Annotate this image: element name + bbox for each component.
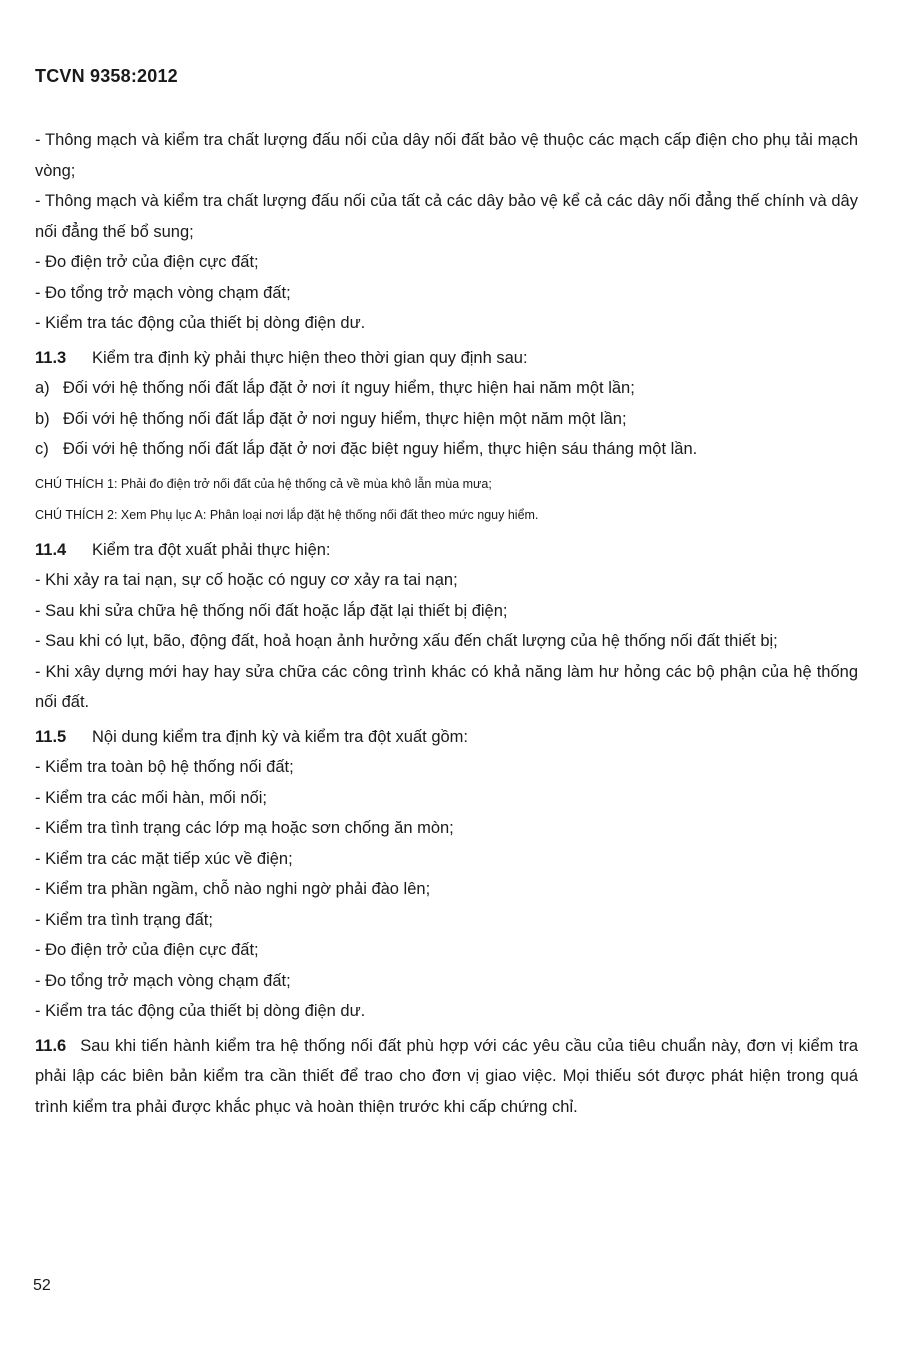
section-number: 11.4: [35, 540, 67, 559]
section-11-5-item: - Kiểm tra tác động của thiết bị dòng điện dư.: [35, 1002, 366, 1020]
section-11-5-item: - Kiểm tra tình trạng các lớp mạ hoặc sơn chống ăn mòn;: [35, 819, 454, 837]
section-number: 11.5: [35, 727, 67, 746]
intro-item: - Đo điện trở của điện cực đất;: [35, 253, 259, 271]
item-label: b): [35, 409, 50, 428]
section-11-5-heading: [35, 722, 858, 753]
section-title: Kiểm tra đột xuất phải thực hiện:: [92, 540, 331, 559]
section-11-3-item: [35, 434, 858, 465]
section-11-5-item: - Kiểm tra các mặt tiếp xúc về điện;: [35, 849, 293, 868]
document-body: [35, 125, 858, 1122]
section-11-4-item: - Khi xảy ra tai nạn, sự cố hoặc có nguy cơ xảy ra tai nạn;: [35, 571, 458, 589]
section-11-4-heading: [35, 535, 858, 566]
intro-item: - Kiểm tra tác động của thiết bị dòng điện dư.: [35, 314, 366, 332]
intro-item: - Thông mạch và kiểm tra chất lượng đấu nối của tất cả các dây bảo vệ kể cả các dây nối đẳng thế chính và dây nối đẳng thế bổ sung;: [35, 192, 858, 241]
section-11-3-item: [35, 404, 858, 435]
section-number: 11.3: [35, 348, 67, 367]
section-11-5-item: - Đo điện trở của điện cực đất;: [35, 941, 259, 959]
section-title: Nội dung kiểm tra định kỳ và kiểm tra đột xuất gồm:: [92, 727, 469, 746]
section-11-4-item: - Khi xây dựng mới hay hay sửa chữa các công trình khác có khả năng làm hư hỏng các bộ phận của hệ thống nối đất.: [35, 662, 858, 711]
section-11-5-item: - Kiểm tra toàn bộ hệ thống nối đất;: [35, 758, 294, 776]
note-1: CHÚ THÍCH 1: Phải đo điện trở nối đất của hệ thống cả về mùa khô lẫn mùa mưa;: [35, 476, 492, 491]
section-11-5-item: - Kiểm tra tình trạng đất;: [35, 910, 213, 929]
item-text: Đối với hệ thống nối đất lắp đặt ở nơi đặc biệt nguy hiểm, thực hiện sáu tháng một lần.: [63, 440, 698, 458]
section-11-3-item: [35, 373, 858, 404]
section-text: Sau khi tiến hành kiểm tra hệ thống nối đất phù hợp với các yêu cầu của tiêu chuẩn này, đơn vị kiểm tra phải lập các biên bản kiểm tra cần thiết để trao cho đơn vị giao việc. Mọi thiếu sót được phát hiện trong quá trình kiểm tra phải được khắc phục và hoàn thiện trước khi cấp chứng chỉ.: [35, 1036, 858, 1116]
intro-item: - Thông mạch và kiểm tra chất lượng đấu nối của dây nối đất bảo vệ thuộc các mạch cấp điện cho phụ tải mạch vòng;: [35, 131, 858, 180]
page-header-standard-code: TCVN 9358:2012: [35, 66, 178, 86]
note-2: CHÚ THÍCH 2: Xem Phụ lục A: Phân loại nơi lắp đặt hệ thống nối đất theo mức nguy hiểm.: [35, 507, 539, 522]
section-11-5-item: - Đo tổng trở mạch vòng chạm đất;: [35, 971, 291, 990]
section-11-5-item: - Kiểm tra phần ngầm, chỗ nào nghi ngờ phải đào lên;: [35, 880, 431, 898]
page-number: 52: [33, 1277, 51, 1294]
item-label: a): [35, 379, 50, 397]
section-11-5-item: - Kiểm tra các mối hàn, mối nối;: [35, 788, 267, 807]
section-number: 11.6: [35, 1036, 67, 1055]
section-11-4-item: - Sau khi có lụt, bão, động đất, hoả hoạn ảnh hưởng xấu đến chất lượng của hệ thống nối đất thiết bị;: [35, 632, 778, 650]
item-text: Đối với hệ thống nối đất lắp đặt ở nơi nguy hiểm, thực hiện một năm một lần;: [63, 409, 627, 428]
section-11-6-paragraph: [35, 1031, 858, 1123]
section-11-3-heading: [35, 343, 858, 374]
intro-item: - Đo tổng trở mạch vòng chạm đất;: [35, 283, 291, 302]
item-text: Đối với hệ thống nối đất lắp đặt ở nơi ít nguy hiểm, thực hiện hai năm một lần;: [63, 379, 635, 397]
item-label: c): [35, 440, 49, 458]
section-title: Kiểm tra định kỳ phải thực hiện theo thời gian quy định sau:: [92, 348, 528, 367]
section-11-4-item: - Sau khi sửa chữa hệ thống nối đất hoặc lắp đặt lại thiết bị điện;: [35, 601, 508, 620]
